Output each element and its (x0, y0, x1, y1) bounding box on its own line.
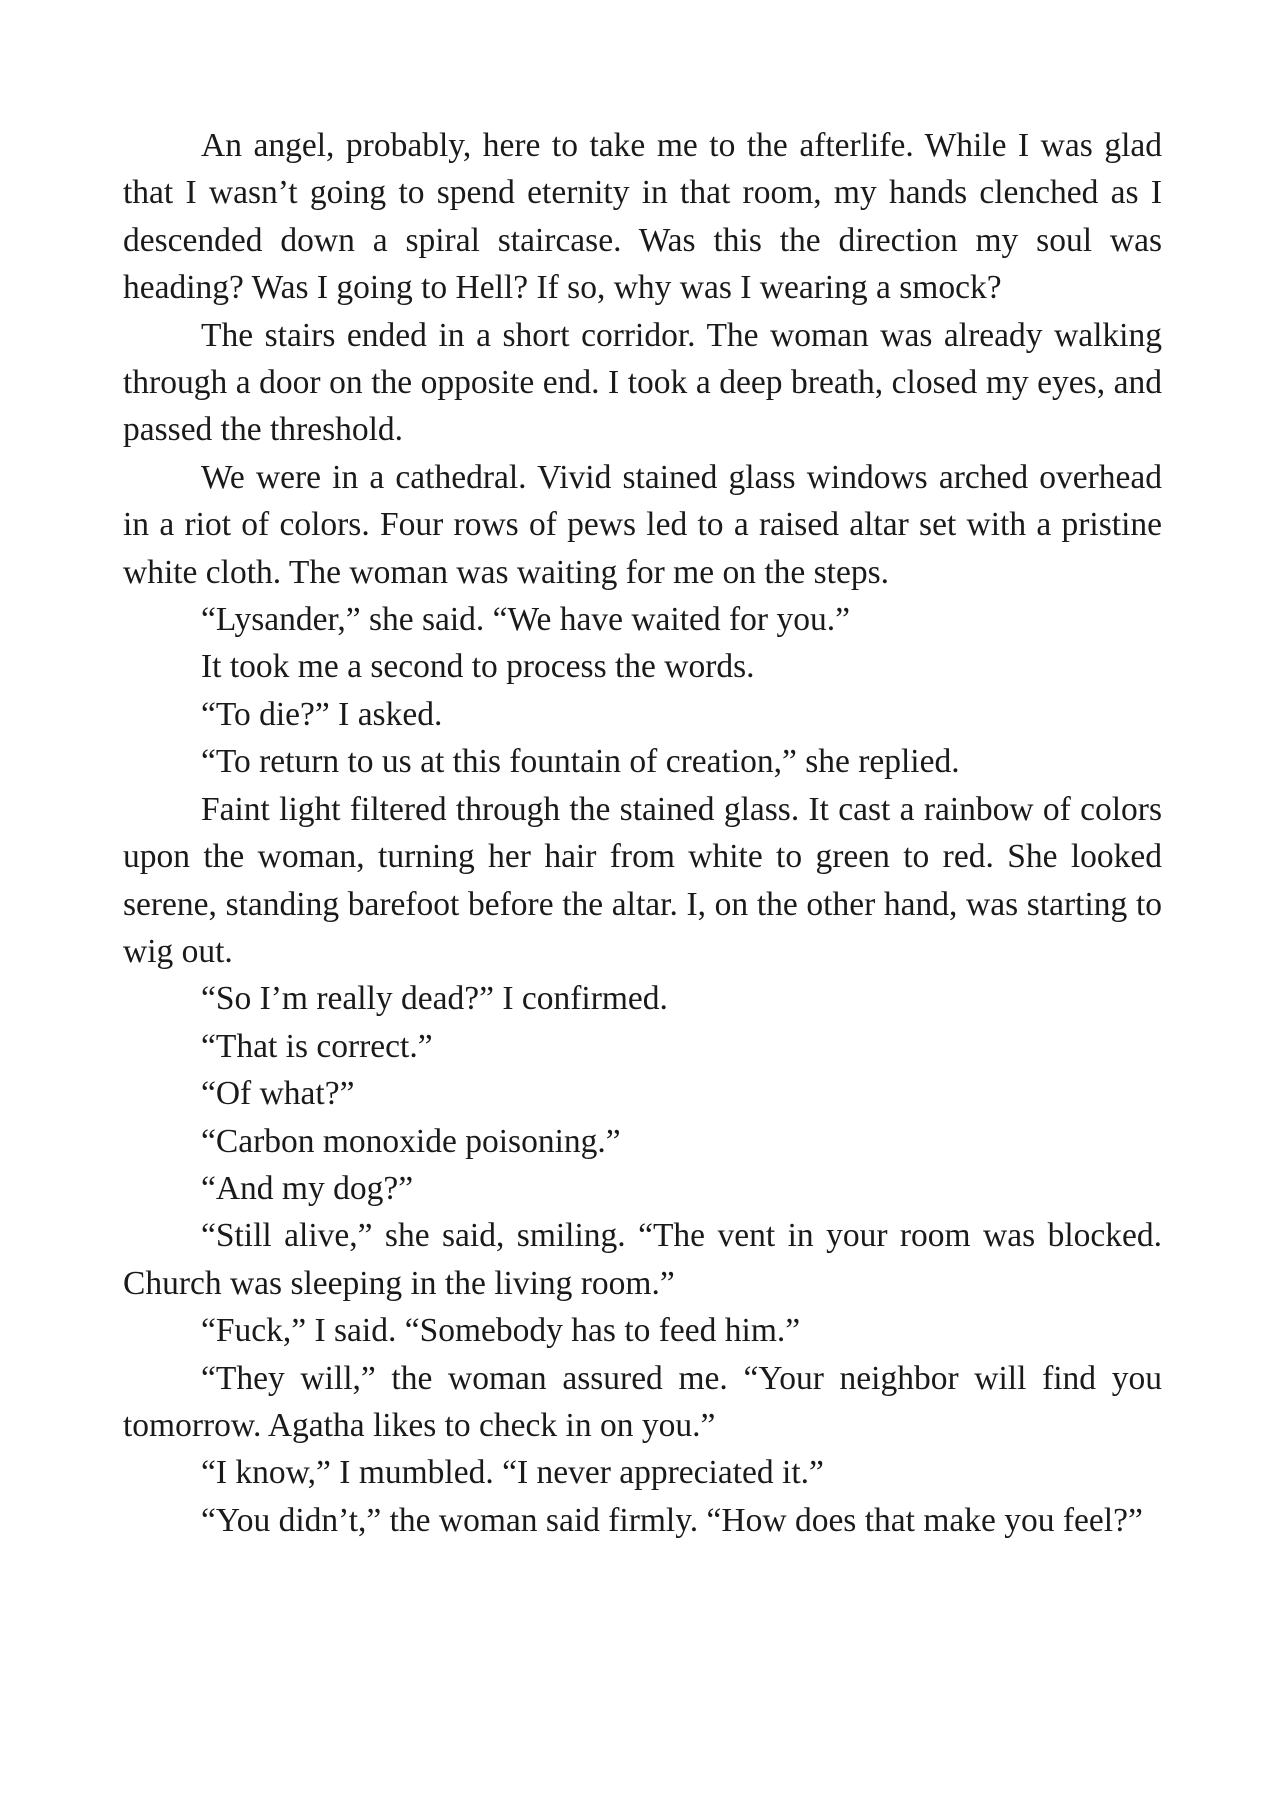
paragraph: “To return to us at this fountain of creation,” she replied. (201, 743, 960, 781)
paragraph: “To die?” I asked. (201, 695, 443, 733)
paragraph: “So I’m really dead?” I confirmed. (201, 980, 668, 1018)
paragraph: “Lysander,” she said. “We have waited for you.” (201, 601, 850, 639)
paragraph: An angel, probably, here to take me to the afterlife. While I was glad that I wasn’t going to spend eternity in that room, my hands clenched as I descended down a spiral staircase. Was this the direction my soul was heading? Was I going to Hell? If so, why was I wearing a smock? (123, 127, 1162, 307)
paragraph: “Fuck,” I said. “Somebody has to feed him.” (201, 1312, 801, 1350)
paragraph: It took me a second to process the words. (201, 648, 755, 686)
paragraph: “They will,” the woman assured me. “Your neighbor will find you tomorrow. Agatha likes to check in on you.” (123, 1359, 1162, 1444)
paragraph: “And my dog?” (201, 1169, 414, 1207)
paragraph: “You didn’t,” the woman said firmly. “How does that make you feel?” (201, 1501, 1143, 1539)
paragraph: We were in a cathedral. Vivid stained glass windows arched overhead in a riot of colors. Four rows of pews led to a raised altar set with a pristine white cloth. The woman was waiting for me on the steps. (123, 458, 1162, 591)
paragraph: Faint light filtered through the stained glass. It cast a rainbow of colors upon the woman, turning her hair from white to green to red. She looked serene, standing barefoot before the altar. I, on the other hand, was starting to wig out. (123, 790, 1162, 970)
paragraph: “Of what?” (201, 1075, 355, 1113)
book-page-text (123, 122, 1162, 1544)
paragraph: “That is correct.” (201, 1027, 433, 1065)
paragraph: “Carbon monoxide poisoning.” (201, 1122, 621, 1160)
paragraph: The stairs ended in a short corridor. The woman was already walking through a door on the opposite end. I took a deep breath, closed my eyes, and passed the threshold. (123, 316, 1162, 449)
paragraph: “Still alive,” she said, smiling. “The vent in your room was blocked. Church was sleeping in the living room.” (123, 1217, 1162, 1302)
paragraph: “I know,” I mumbled. “I never appreciated it.” (201, 1454, 824, 1492)
